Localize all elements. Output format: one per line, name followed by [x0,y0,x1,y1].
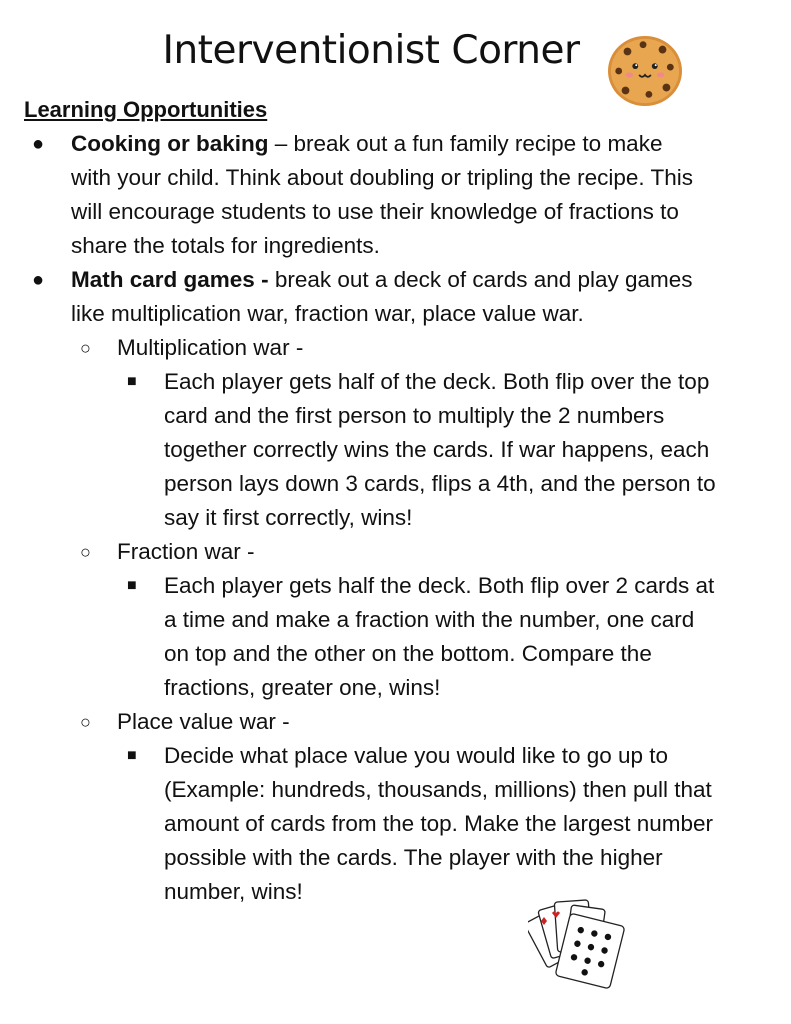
bullet-disc-icon: ● [32,269,45,291]
detail-text: person lays down 3 cards, flips a 4th, and the person to [164,471,716,496]
section-title: Learning Opportunities [24,97,268,122]
bullet-circle-icon: ○ [80,712,91,732]
item-text: break out a deck of cards and play games [268,267,693,292]
item-text: share the totals for ingredients. [71,233,380,258]
list-item-cooking [71,127,662,161]
detail-text: (Example: hundreds, thousands, millions) then pull that [164,777,712,802]
detail-text: card and the first person to multiply the 2 numbers [164,403,665,428]
subitem-label: Fraction war - [117,539,255,564]
subitem-label: Multiplication war - [117,335,304,360]
detail-text: on top and the other on the bottom. Compare the [164,641,652,666]
detail-text: Decide what place value you would like to go up to [164,743,669,768]
page-title: Interventionist Corner [162,28,580,73]
subitem-label: Place value war - [117,709,290,734]
bullet-square-icon: ■ [127,577,137,594]
list-item-card-games [71,263,693,297]
detail-text: say it first correctly, wins! [164,505,413,530]
item-text: will encourage students to use their knowledge of fractions to [71,199,679,224]
detail-text: number, wins! [164,879,303,904]
detail-text: Each player gets half of the deck. Both flip over the top [164,369,710,394]
detail-text: a time and make a fraction with the number, one card [164,607,695,632]
detail-text: possible with the cards. The player with the higher [164,845,663,870]
item-bold-label: Math card games - [71,267,269,292]
item-text: like multiplication war, fraction war, place value war. [71,301,584,326]
bullet-square-icon: ■ [127,747,137,764]
playing-cards-icon [528,893,628,991]
bullet-square-icon: ■ [127,373,137,390]
item-bold-label: Cooking or baking [71,131,269,156]
bullet-circle-icon: ○ [80,338,91,358]
detail-text: fractions, greater one, wins! [164,675,441,700]
detail-text: together correctly wins the cards. If war happens, each [164,437,710,462]
detail-text: amount of cards from the top. Make the largest number [164,811,714,836]
bullet-disc-icon: ● [32,133,45,155]
cookie-icon [606,34,684,108]
item-text: – break out a fun family recipe to make [268,131,663,156]
bullet-circle-icon: ○ [80,542,91,562]
item-text: with your child. Think about doubling or tripling the recipe. This [71,165,694,190]
detail-text: Each player gets half the deck. Both flip over 2 cards at [164,573,715,598]
